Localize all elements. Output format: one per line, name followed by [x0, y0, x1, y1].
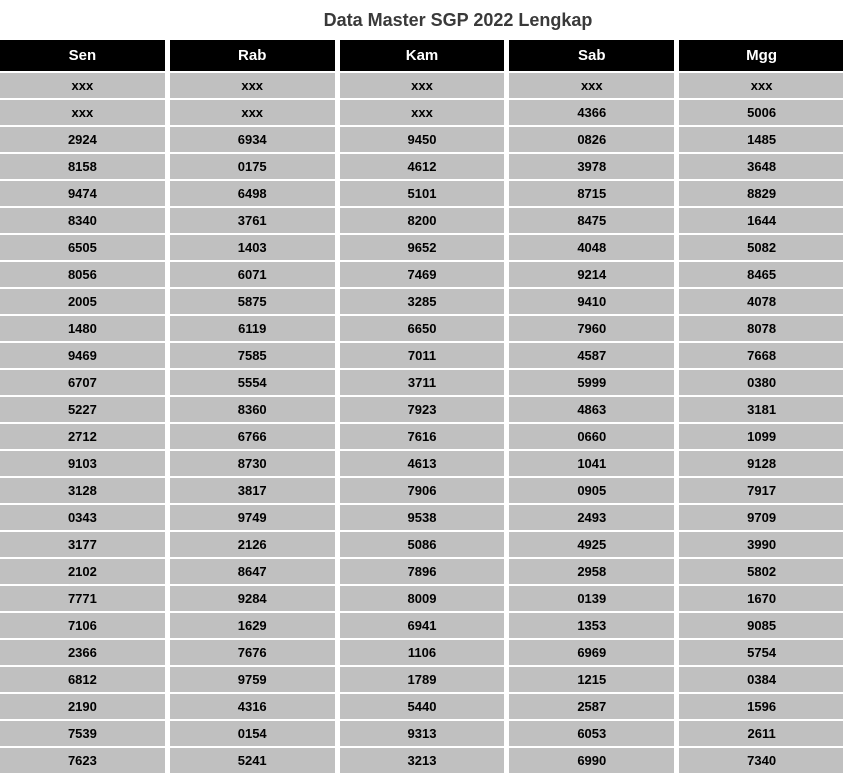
table-cell-mgg: 4078 — [679, 289, 843, 314]
table-cell-sab: 8475 — [509, 208, 674, 233]
table-cell-rab: xxx — [170, 73, 335, 98]
table-cell-kam: 7011 — [340, 343, 505, 368]
table-cell-rab: 4316 — [170, 694, 335, 719]
table-cell-sen: 7106 — [0, 613, 165, 638]
table-cell-mgg: 8465 — [679, 262, 843, 287]
table-cell-sab: 4587 — [509, 343, 674, 368]
table-cell-mgg: 1099 — [679, 424, 843, 449]
table-cell-mgg: 3648 — [679, 154, 843, 179]
table-body — [0, 73, 843, 773]
table-cell-mgg: 3181 — [679, 397, 843, 422]
table-cell-sab: 1041 — [509, 451, 674, 476]
table-cell-kam: 9313 — [340, 721, 505, 746]
table-cell-mgg: 5754 — [679, 640, 843, 665]
column-header-mgg: Mgg — [679, 40, 843, 71]
table-cell-sab: 4863 — [509, 397, 674, 422]
table-row — [0, 127, 843, 152]
table-cell-sen: 2102 — [0, 559, 165, 584]
table-cell-sab: 0139 — [509, 586, 674, 611]
table-cell-mgg: 9709 — [679, 505, 843, 530]
table-row — [0, 478, 843, 503]
table-row — [0, 667, 843, 692]
table-cell-rab: 0175 — [170, 154, 335, 179]
table-cell-kam: 7906 — [340, 478, 505, 503]
table-row — [0, 370, 843, 395]
table-cell-mgg: 5006 — [679, 100, 843, 125]
table-cell-sen: 1480 — [0, 316, 165, 341]
table-cell-sab: 4048 — [509, 235, 674, 260]
table-header — [0, 40, 843, 71]
table-cell-sen: 2712 — [0, 424, 165, 449]
table-cell-sen: 3177 — [0, 532, 165, 557]
table-cell-sen: 6707 — [0, 370, 165, 395]
table-cell-sen: 2190 — [0, 694, 165, 719]
table-cell-rab: 8647 — [170, 559, 335, 584]
table-cell-sen: 8158 — [0, 154, 165, 179]
table-cell-kam: 9450 — [340, 127, 505, 152]
table-cell-sab: 8715 — [509, 181, 674, 206]
table-row — [0, 694, 843, 719]
table-cell-sen: 6812 — [0, 667, 165, 692]
table-row — [0, 100, 843, 125]
table-row — [0, 532, 843, 557]
table-cell-kam: xxx — [340, 73, 505, 98]
table-cell-sab: 9410 — [509, 289, 674, 314]
table-cell-mgg: 9085 — [679, 613, 843, 638]
column-header-rab: Rab — [170, 40, 335, 71]
table-cell-kam: 7469 — [340, 262, 505, 287]
table-cell-rab: 9284 — [170, 586, 335, 611]
table-cell-sen: 2924 — [0, 127, 165, 152]
table-cell-sab: 7960 — [509, 316, 674, 341]
table-cell-sab: 6990 — [509, 748, 674, 773]
table-row — [0, 505, 843, 530]
table-cell-rab: 9749 — [170, 505, 335, 530]
table-cell-kam: 7616 — [340, 424, 505, 449]
table-cell-mgg: 2611 — [679, 721, 843, 746]
table-cell-sen: 2366 — [0, 640, 165, 665]
table-cell-rab: 8360 — [170, 397, 335, 422]
table-cell-mgg: 1670 — [679, 586, 843, 611]
table-cell-kam: 4612 — [340, 154, 505, 179]
table-cell-rab: 6071 — [170, 262, 335, 287]
table-cell-kam: 5440 — [340, 694, 505, 719]
table-cell-sab: xxx — [509, 73, 674, 98]
table-cell-mgg: 9128 — [679, 451, 843, 476]
table-row — [0, 613, 843, 638]
table-row — [0, 208, 843, 233]
table-cell-sen: xxx — [0, 73, 165, 98]
table-row — [0, 289, 843, 314]
table-cell-sen: 2005 — [0, 289, 165, 314]
table-cell-sen: 0343 — [0, 505, 165, 530]
table-cell-rab: 0154 — [170, 721, 335, 746]
table-cell-kam: 6650 — [340, 316, 505, 341]
table-cell-mgg: 7340 — [679, 748, 843, 773]
table-cell-rab: 9759 — [170, 667, 335, 692]
table-cell-mgg: 5802 — [679, 559, 843, 584]
table-cell-mgg: 8078 — [679, 316, 843, 341]
table-cell-rab: 6934 — [170, 127, 335, 152]
table-cell-mgg: 3990 — [679, 532, 843, 557]
table-row — [0, 73, 843, 98]
table-row — [0, 586, 843, 611]
table-row — [0, 262, 843, 287]
table-cell-rab: 3761 — [170, 208, 335, 233]
table-cell-sen: 9103 — [0, 451, 165, 476]
table-cell-sen: 7771 — [0, 586, 165, 611]
table-cell-rab: 6766 — [170, 424, 335, 449]
table-cell-sab: 3978 — [509, 154, 674, 179]
table-cell-kam: 7896 — [340, 559, 505, 584]
table-row — [0, 154, 843, 179]
column-header-kam: Kam — [340, 40, 505, 71]
table-cell-mgg: 5082 — [679, 235, 843, 260]
table-cell-rab: 6119 — [170, 316, 335, 341]
table-cell-rab: 1403 — [170, 235, 335, 260]
table-cell-sen: 3128 — [0, 478, 165, 503]
table-cell-kam: 4613 — [340, 451, 505, 476]
table-cell-kam: 6941 — [340, 613, 505, 638]
table-cell-mgg: 7668 — [679, 343, 843, 368]
table-cell-sab: 2958 — [509, 559, 674, 584]
table-cell-kam: xxx — [340, 100, 505, 125]
table-cell-sen: 8340 — [0, 208, 165, 233]
table-cell-rab: 2126 — [170, 532, 335, 557]
table-row — [0, 181, 843, 206]
table-cell-mgg: 0384 — [679, 667, 843, 692]
table-cell-sen: 8056 — [0, 262, 165, 287]
table-cell-kam: 5101 — [340, 181, 505, 206]
table-cell-sen: xxx — [0, 100, 165, 125]
table-cell-mgg: 1596 — [679, 694, 843, 719]
page-title: Data Master SGP 2022 Lengkap — [323, 10, 593, 30]
table-cell-sab: 9214 — [509, 262, 674, 287]
table-cell-sab: 1215 — [509, 667, 674, 692]
table-cell-kam: 5086 — [340, 532, 505, 557]
table-cell-rab: 3817 — [170, 478, 335, 503]
table-cell-kam: 8009 — [340, 586, 505, 611]
table-cell-sab: 0826 — [509, 127, 674, 152]
table-cell-rab: 7676 — [170, 640, 335, 665]
table-cell-rab: 5241 — [170, 748, 335, 773]
table-cell-mgg: xxx — [679, 73, 843, 98]
header-row — [0, 40, 843, 71]
table-cell-mgg: 0380 — [679, 370, 843, 395]
table-row — [0, 397, 843, 422]
table-cell-rab: 5875 — [170, 289, 335, 314]
table-cell-kam: 9652 — [340, 235, 505, 260]
table-cell-rab: xxx — [170, 100, 335, 125]
table-cell-sab: 5999 — [509, 370, 674, 395]
table-cell-sab: 0905 — [509, 478, 674, 503]
results-table — [0, 38, 843, 775]
table-row — [0, 316, 843, 341]
table-cell-kam: 3213 — [340, 748, 505, 773]
table-cell-kam: 3711 — [340, 370, 505, 395]
table-cell-sab: 0660 — [509, 424, 674, 449]
table-cell-mgg: 1644 — [679, 208, 843, 233]
table-cell-sen: 5227 — [0, 397, 165, 422]
table-cell-sen: 7623 — [0, 748, 165, 773]
table-cell-sab: 6053 — [509, 721, 674, 746]
table-cell-sen: 9474 — [0, 181, 165, 206]
column-header-sen: Sen — [0, 40, 165, 71]
table-row — [0, 748, 843, 773]
table-row — [0, 424, 843, 449]
table-cell-kam: 9538 — [340, 505, 505, 530]
table-row — [0, 640, 843, 665]
table-cell-kam: 8200 — [340, 208, 505, 233]
table-cell-sen: 7539 — [0, 721, 165, 746]
table-row — [0, 559, 843, 584]
table-row — [0, 721, 843, 746]
table-cell-rab: 1629 — [170, 613, 335, 638]
table-cell-rab: 7585 — [170, 343, 335, 368]
table-cell-kam: 7923 — [340, 397, 505, 422]
table-cell-mgg: 7917 — [679, 478, 843, 503]
table-row — [0, 235, 843, 260]
table-cell-kam: 1789 — [340, 667, 505, 692]
table-cell-sab: 1353 — [509, 613, 674, 638]
table-cell-kam: 1106 — [340, 640, 505, 665]
table-row — [0, 451, 843, 476]
table-cell-sen: 9469 — [0, 343, 165, 368]
table-cell-rab: 8730 — [170, 451, 335, 476]
table-cell-sab: 6969 — [509, 640, 674, 665]
table-cell-rab: 6498 — [170, 181, 335, 206]
table-cell-sab: 2493 — [509, 505, 674, 530]
table-row — [0, 343, 843, 368]
table-cell-sab: 4925 — [509, 532, 674, 557]
table-cell-mgg: 1485 — [679, 127, 843, 152]
table-cell-sab: 2587 — [509, 694, 674, 719]
table-cell-sab: 4366 — [509, 100, 674, 125]
table-cell-mgg: 8829 — [679, 181, 843, 206]
table-cell-sen: 6505 — [0, 235, 165, 260]
table-cell-rab: 5554 — [170, 370, 335, 395]
column-header-sab: Sab — [509, 40, 674, 71]
table-cell-kam: 3285 — [340, 289, 505, 314]
